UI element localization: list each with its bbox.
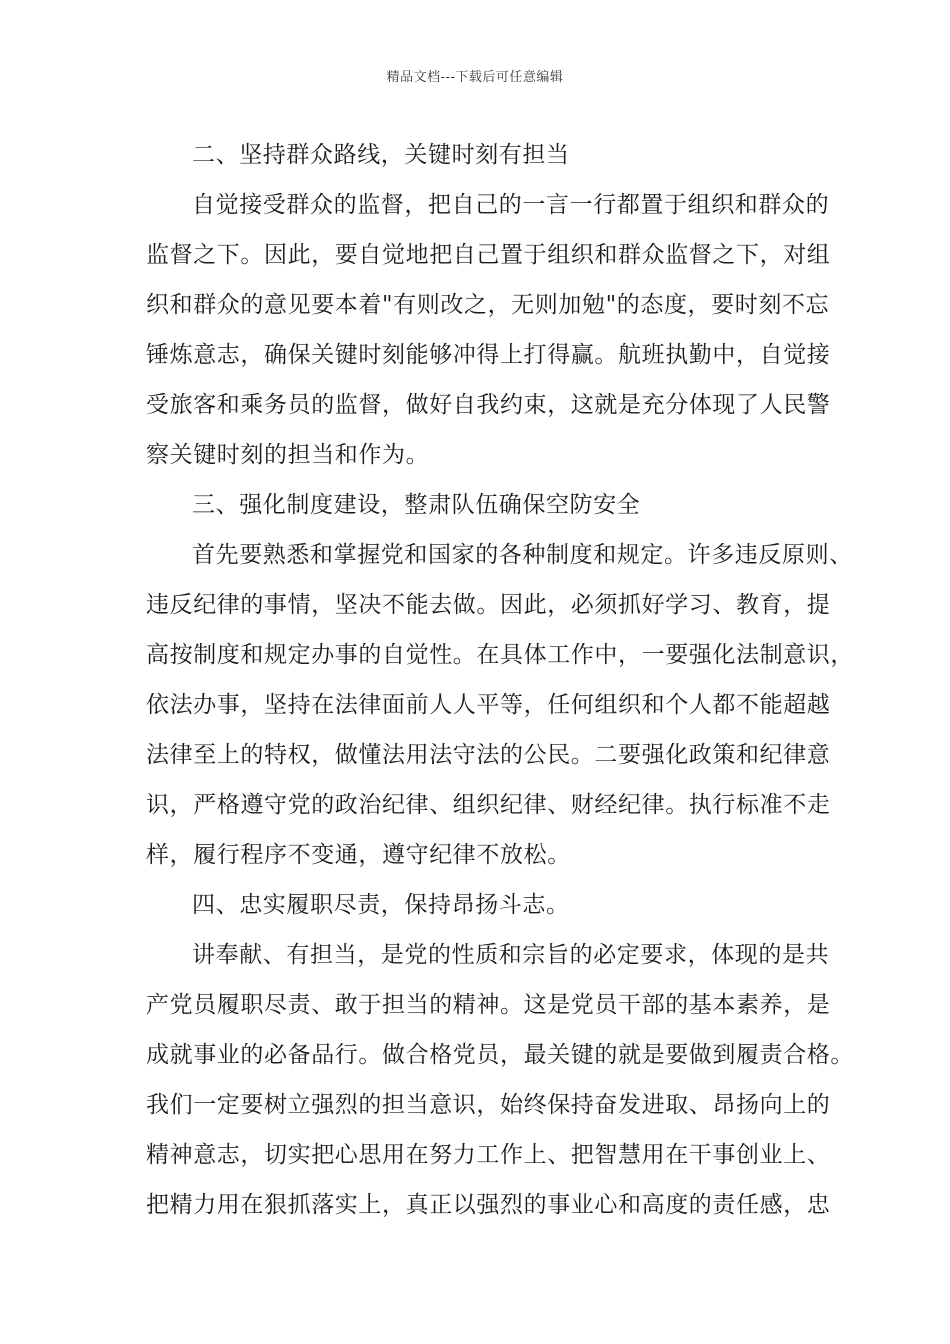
paragraph-line: 依法办事，坚持在法律面前人人平等，任何组织和个人都不能超越 bbox=[146, 692, 831, 718]
paragraph-line: 察关键时刻的担当和作为。 bbox=[146, 442, 430, 468]
paragraph-line: 产党员履职尽责、敢于担当的精神。这是党员干部的基本素养，是 bbox=[146, 992, 831, 1018]
page-header: 精品文档---下载后可任意编辑 bbox=[386, 70, 564, 85]
paragraph-line: 样，履行程序不变通，遵守纪律不放松。 bbox=[146, 842, 571, 868]
paragraph-line: 锤炼意志，确保关键时刻能够冲得上打得赢。航班执勤中，自觉接 bbox=[146, 342, 831, 368]
section-heading: 二、坚持群众路线，关键时刻有担当 bbox=[192, 142, 570, 168]
paragraph-line: 我们一定要树立强烈的担当意识，始终保持奋发进取、昂扬向上的 bbox=[146, 1092, 831, 1118]
paragraph-line: 法律至上的特权，做懂法用法守法的公民。二要强化政策和纪律意 bbox=[146, 742, 831, 768]
paragraph-line: 监督之下。因此，要自觉地把自己置于组织和群众监督之下，对组 bbox=[146, 242, 831, 268]
paragraph-line: 成就事业的必备品行。做合格党员，最关键的就是要做到履责合格。 bbox=[146, 1042, 854, 1068]
paragraph-line: 精神意志，切实把心思用在努力工作上、把智慧用在干事创业上、 bbox=[146, 1142, 831, 1168]
section-heading: 三、强化制度建设，整肃队伍确保空防安全 bbox=[192, 492, 641, 518]
paragraph-line: 首先要熟悉和掌握党和国家的各种制度和规定。许多违反原则、 bbox=[192, 542, 853, 568]
paragraph-line: 受旅客和乘务员的监督，做好自我约束，这就是充分体现了人民警 bbox=[146, 392, 831, 418]
document-body bbox=[146, 130, 854, 1230]
paragraph-line: 违反纪律的事情，坚决不能去做。因此，必须抓好学习、教育，提 bbox=[146, 592, 831, 618]
paragraph-line: 织和群众的意见要本着"有则改之，无则加勉"的态度，要时刻不忘 bbox=[146, 292, 830, 318]
paragraph-line: 自觉接受群众的监督，把自己的一言一行都置于组织和群众的 bbox=[192, 192, 830, 218]
paragraph-line: 把精力用在狠抓落实上，真正以强烈的事业心和高度的责任感，忠 bbox=[146, 1192, 831, 1218]
paragraph-line: 讲奉献、有担当，是党的性质和宗旨的必定要求，体现的是共 bbox=[192, 942, 830, 968]
section-heading: 四、忠实履职尽责，保持昂扬斗志。 bbox=[192, 892, 570, 918]
paragraph-line: 识，严格遵守党的政治纪律、组织纪律、财经纪律。执行标准不走 bbox=[146, 792, 831, 818]
paragraph-line: 高按制度和规定办事的自觉性。在具体工作中，一要强化法制意识， bbox=[146, 642, 854, 668]
